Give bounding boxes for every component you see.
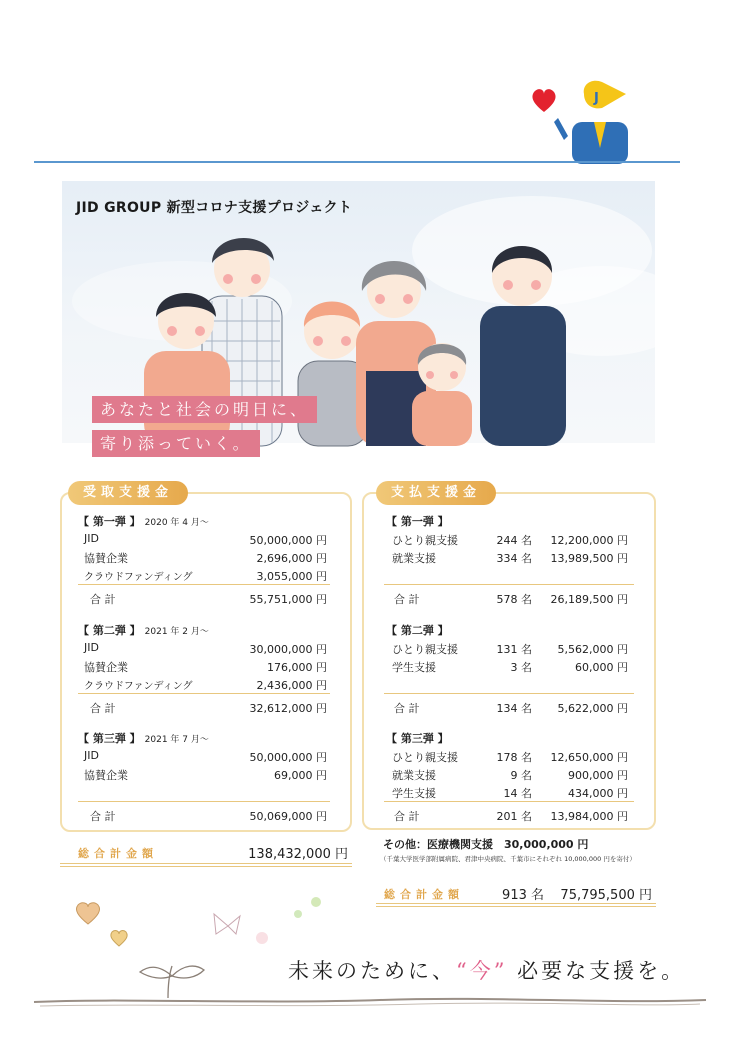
received-grand-total: 総合計金額 138,432,000 円 [78,847,348,862]
page-title: JID GROUP 新型コロナ支援プロジェクト [76,200,353,216]
other-support-note: （千葉大学医学部附属病院、君津中央病院、千葉市にそれぞれ 10,000,000 円を寄付） [380,855,636,863]
received-round-3-header: 【 第三弾 】 2021 年 7 月〜 [78,732,209,745]
other-support: その他：医療機関支援 30,000,000 円 [383,838,589,851]
divider [78,801,330,802]
received-panel-title: 受取支援金 [68,481,188,505]
slogan-line-1: あなたと社会の明日に、 [92,396,317,423]
divider [384,693,634,694]
svg-text:J: J [594,91,599,106]
paid-panel-title: 支払支援金 [376,481,496,505]
divider [384,801,634,802]
paid-grand-total: 総合計金額 913 名 75,795,500 円 [384,888,652,903]
header-rule [34,161,680,163]
slogan-line-2: 寄り添っていく。 [92,430,260,457]
divider [384,584,634,585]
heart-icon [532,89,555,112]
divider [78,584,330,585]
paid-round-1-header: 【 第一弾 】 [386,515,449,528]
heart-icon [76,903,99,924]
received-round-2-header: 【 第二弾 】 2021 年 2 月〜 [78,624,209,637]
divider [78,693,330,694]
butterfly-icon [214,914,240,934]
hero-banner [62,181,655,453]
sprout-icon [140,966,204,998]
heart-icon [111,931,127,946]
grand-total-rule [60,863,352,867]
paid-round-3-header: 【 第三弾 】 [386,732,449,745]
footer-tagline: 未来のために、“今” 必要な支援を。 [288,959,686,983]
paid-round-2-header: 【 第二弾 】 [386,624,449,637]
received-round-1-header: 【 第一弾 】 2020 年 4 月〜 [78,515,209,528]
mascot-illustration [528,78,638,164]
